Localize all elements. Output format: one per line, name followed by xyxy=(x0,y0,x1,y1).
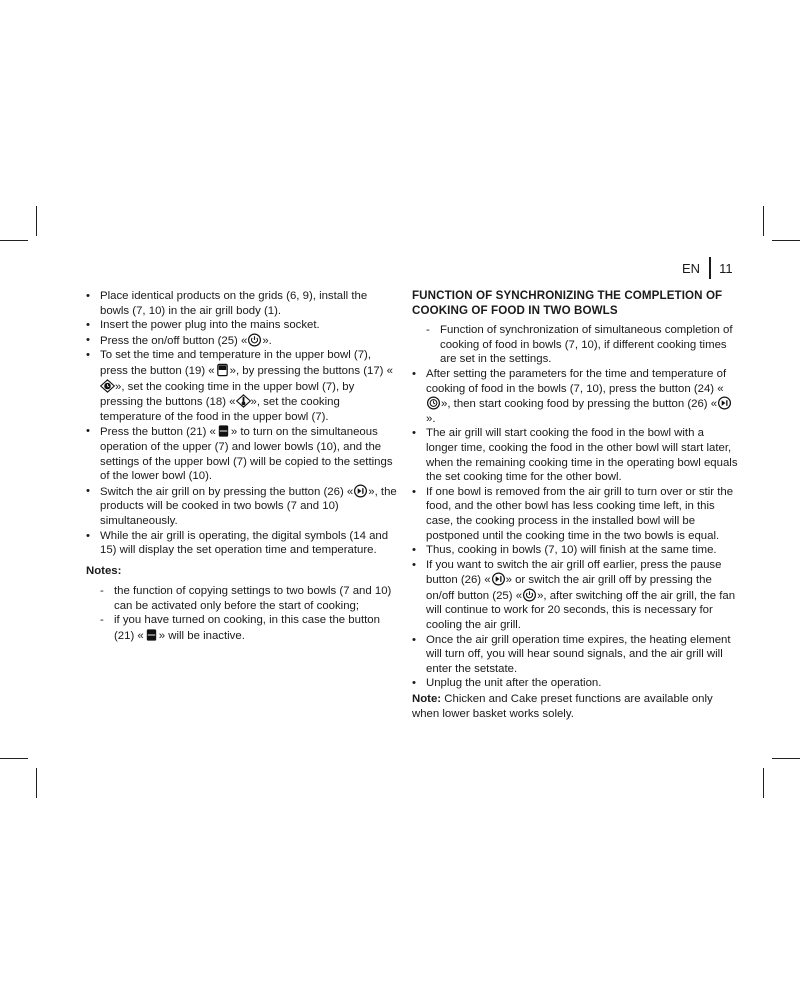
list-item-text: The air grill will start cooking the food in the bowl with a longer time, cooking the food in the other bowl will start later, when the remaining cooking time in the operating bowl equals the set cooking time for the other bowl. xyxy=(426,427,738,484)
list-item xyxy=(412,633,738,677)
list-item-text: » will be inactive. xyxy=(158,630,245,643)
time-adjust-icon xyxy=(100,379,115,393)
list-item xyxy=(412,676,738,691)
list-item-text: ». xyxy=(262,334,272,347)
list-item-text: the function of copying settings to two bowls (7 and 10) can be activated only before the start of cooking; xyxy=(114,585,392,612)
sync-icon xyxy=(426,396,441,410)
two-bowls-icon xyxy=(144,628,159,642)
crop-mark-bottom-right-v xyxy=(763,768,764,798)
power-icon xyxy=(522,588,537,602)
list-item xyxy=(412,558,738,633)
list-item xyxy=(412,323,738,367)
page-number: 11 xyxy=(719,260,733,276)
play-pause-icon xyxy=(491,572,506,586)
list-item xyxy=(86,484,398,529)
note-text: Chicken and Cake preset functions are available only when lower basket works solely. xyxy=(412,693,713,720)
temperature-adjust-icon xyxy=(236,394,251,408)
list-item xyxy=(86,613,398,643)
notes-heading: Notes: xyxy=(86,564,122,577)
power-icon xyxy=(247,333,262,347)
notes-list xyxy=(86,584,398,643)
list-item xyxy=(86,424,398,483)
list-item-text: », by pressing the buttons (17) « xyxy=(229,364,393,377)
list-item-text: Once the air grill operation time expires, the heating element will turn off, you will hear sound signals, and the air grill will enter the setstate. xyxy=(426,633,731,675)
page-header xyxy=(682,257,733,279)
list-item xyxy=(412,485,738,543)
list-item xyxy=(86,348,398,424)
list-item-text: Press the on/off button (25) « xyxy=(100,334,248,347)
upper-bowl-icon xyxy=(215,363,230,377)
list-item-text: » to turn on the simultaneous operation of the upper (7) and lower bowls (10), and the settings of the upper bowl (7) will be copied to the settings of the lower bowl (10). xyxy=(100,426,393,483)
section-title: FUNCTION OF SYNCHRONIZING THE COMPLETION OF COOKING OF FOOD IN TWO BOWLS xyxy=(412,289,723,317)
left-column xyxy=(86,289,398,644)
list-item xyxy=(412,426,738,484)
right-column xyxy=(412,289,738,721)
crop-mark-top-right-h xyxy=(772,240,800,241)
list-item-text: », then start cooking food by pressing the button (26) « xyxy=(441,398,718,411)
list-item-text: » or switch the air grill off by pressing the on/off button (25) « xyxy=(426,574,712,602)
list-item-text: To set the time and temperature in the upper bowl (7), press the button (19) « xyxy=(100,349,371,377)
header-divider xyxy=(709,257,711,279)
list-item xyxy=(86,333,398,349)
list-item xyxy=(412,543,738,558)
crop-mark-bottom-left-h xyxy=(0,758,28,759)
list-item-text: If you want to switch the air grill off earlier, press the pause button (26) « xyxy=(426,558,722,587)
list-item-text: if you have turned on cooking, in this case the button (21) « xyxy=(114,614,380,643)
list-item-text: Function of synchronization of simultaneous completion of cooking of food in bowls (7, 10), if different cooking times are set in the settings. xyxy=(440,324,733,366)
crop-mark-top-left-h xyxy=(0,240,28,241)
play-pause-icon xyxy=(353,484,368,498)
play-pause-icon xyxy=(717,396,732,410)
left-bullet-list xyxy=(86,289,398,558)
two-bowls-icon xyxy=(216,424,231,438)
list-item xyxy=(86,289,398,318)
list-item-text: Place identical products on the grids (6, 9), install the bowls (7, 10) in the air grill body (1). xyxy=(100,290,368,317)
list-item-text: After setting the parameters for the time and temperature of cooking of food in the bowls (7, 10), press the button (24) « xyxy=(426,367,727,395)
list-item-text: While the air grill is operating, the digital symbols (14 and 15) will display the set operation time and temperature. xyxy=(100,529,389,557)
list-item xyxy=(412,367,738,426)
crop-mark-top-left-v xyxy=(36,206,37,236)
list-item xyxy=(86,584,398,613)
list-item-text: », set the cooking temperature of the food in the upper bowl (7). xyxy=(100,396,340,423)
crop-mark-bottom-right-h xyxy=(772,758,800,759)
list-item-text: », set the cooking time in the upper bowl (7), by pressing the buttons (18) « xyxy=(100,380,355,409)
list-item-text: », the products will be cooked in two bowls (7 and 10) simultaneously. xyxy=(100,485,397,527)
list-item-text: Unplug the unit after the operation. xyxy=(426,677,602,690)
sync-description-list xyxy=(412,323,738,367)
list-item xyxy=(86,529,398,558)
list-item-text: Insert the power plug into the mains socket. xyxy=(100,319,320,332)
list-item-text: Switch the air grill on by pressing the button (26) « xyxy=(100,485,354,498)
list-item-text: », after switching off the air grill, the fan will continue to work for 20 seconds, this is necessary for cooling the air grill. xyxy=(426,589,736,632)
language-label: EN xyxy=(682,260,701,276)
note-label: Note: xyxy=(412,693,442,706)
list-item-text: Thus, cooking in bowls (7, 10) will finish at the same time. xyxy=(426,544,717,557)
footnote xyxy=(412,692,738,721)
list-item xyxy=(86,318,398,333)
list-item-text: If one bowl is removed from the air grill to turn over or stir the food, and the other bowl has less cooking time left, in this case, the cooking process in the installed bowl will be postponed until the cooking time in the two bowls is equal. xyxy=(426,485,734,542)
list-item-text: Press the button (21) « xyxy=(100,426,216,439)
right-bullet-list xyxy=(412,367,738,691)
crop-mark-bottom-left-v xyxy=(36,768,37,798)
list-item-text: ». xyxy=(426,412,436,425)
crop-mark-top-right-v xyxy=(763,206,764,236)
